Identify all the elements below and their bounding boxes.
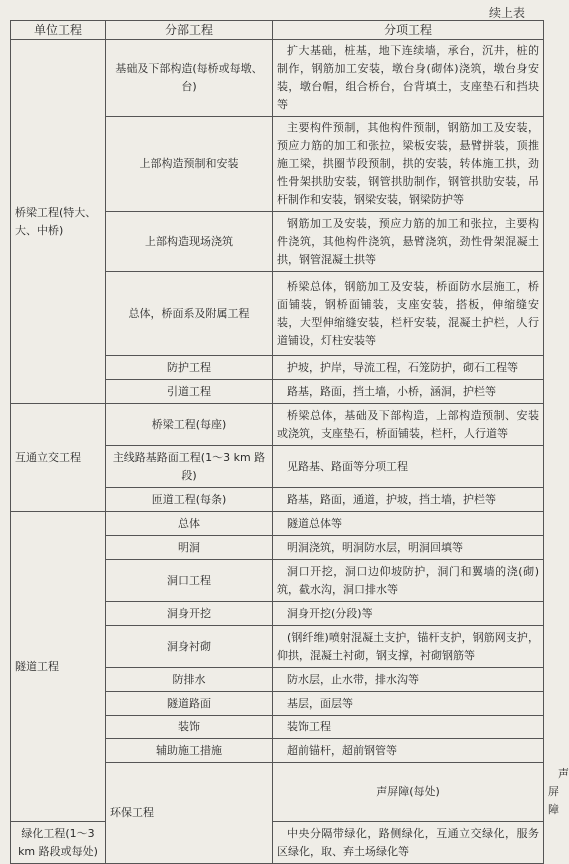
sub-project-cell: 桥梁工程(每座) bbox=[106, 404, 273, 446]
sub-project-cell: 装饰 bbox=[106, 716, 273, 739]
unit-project-cell: 桥梁工程(特大、大、中桥) bbox=[11, 40, 106, 404]
sub-project-cell: 总体，桥面系及附属工程 bbox=[106, 272, 273, 356]
item-project-cell: 路基，路面，通道，护坡，挡土墙，护栏等 bbox=[273, 488, 544, 512]
table-row bbox=[11, 40, 544, 117]
table-row bbox=[11, 404, 544, 446]
sub-project-cell: 总体 bbox=[106, 512, 273, 536]
continued-label: 续上表 bbox=[488, 6, 525, 20]
header-row bbox=[11, 21, 544, 40]
sub-project-cell: 匝道工程(每条) bbox=[106, 488, 273, 512]
sub-project-cell: 上部构造现场浇筑 bbox=[106, 212, 273, 272]
item-project-cell: 钢筋加工及安装，预应力筋的加工和张拉，主要构件浇筑，其他构件浇筑，悬臂浇筑，劲性骨架混凝土拱，钢管混凝土拱等 bbox=[273, 212, 544, 272]
sub-project-cell: 主线路基路面工程(1～3 km 路段) bbox=[106, 446, 273, 488]
table-row bbox=[11, 822, 544, 864]
item-project-cell: 洞身开挖(分段)等 bbox=[273, 602, 544, 626]
item-project-cell: 路基，路面，挡土墙，小桥，涵洞，护栏等 bbox=[273, 380, 544, 404]
unit-project-cell: 环保工程 bbox=[106, 763, 273, 864]
item-project-cell: 护坡，护岸，导流工程，石笼防护，砌石工程等 bbox=[273, 356, 544, 380]
item-project-cell: 桥梁总体，钢筋加工及安装，桥面防水层施工，桥面铺装，钢桥面铺装，支座安装，搭板，伸缩缝安装，大型伸缩缝安装，栏杆安装，混凝土护栏，人行道铺设，灯柱安装等 bbox=[273, 272, 544, 356]
sub-project-cell: 明洞 bbox=[106, 536, 273, 560]
item-project-cell: 中央分隔带绿化，路侧绿化，互通立交绿化，服务区绿化，取、弃土场绿化等 bbox=[273, 822, 544, 864]
engineering-division-table bbox=[10, 20, 569, 864]
sub-project-cell: 声屏障(每处) bbox=[273, 763, 544, 822]
sub-project-cell: 洞身衬砌 bbox=[106, 626, 273, 668]
item-project-cell: 防水层，止水带，排水沟等 bbox=[273, 668, 544, 692]
sub-project-cell: 洞身开挖 bbox=[106, 602, 273, 626]
sub-project-cell: 辅助施工措施 bbox=[106, 739, 273, 763]
item-project-cell: 桥梁总体，基础及下部构造，上部构造预制、安装或浇筑，支座垫石，桥面铺装，栏杆，人行道等 bbox=[273, 404, 544, 446]
item-project-cell: 基层，面层等 bbox=[273, 692, 544, 716]
sub-project-cell: 隧道路面 bbox=[106, 692, 273, 716]
unit-project-cell: 隧道工程 bbox=[11, 512, 106, 822]
item-project-cell: 见路基、路面等分项工程 bbox=[273, 446, 544, 488]
sub-project-cell: 洞口工程 bbox=[106, 560, 273, 602]
table-row: 环保工程 声屏障(每处) 声屏障 bbox=[11, 763, 544, 822]
sub-project-cell: 上部构造预制和安装 bbox=[106, 117, 273, 212]
sub-project-cell: 引道工程 bbox=[106, 380, 273, 404]
item-project-cell: 装饰工程 bbox=[273, 716, 544, 739]
item-project-cell: 超前锚杆，超前钢管等 bbox=[273, 739, 544, 763]
sub-project-cell: 防排水 bbox=[106, 668, 273, 692]
item-project-cell: 扩大基础，桩基，地下连续墙，承台，沉井，桩的制作，钢筋加工安装，墩台身(砌体)浇筑，墩台身安装，墩台帽，组合桥台，台背填土，支座垫石和挡块等 bbox=[273, 40, 544, 117]
header-sub: 分部工程 bbox=[106, 21, 273, 40]
sub-project-cell: 绿化工程(1～3 km 路段或每处) bbox=[11, 822, 106, 864]
item-project-cell: 明洞浇筑，明洞防水层，明洞回填等 bbox=[273, 536, 544, 560]
item-project-cell: 隧道总体等 bbox=[273, 512, 544, 536]
table-row bbox=[11, 512, 544, 536]
header-item: 分项工程 bbox=[273, 21, 544, 40]
sub-project-cell: 防护工程 bbox=[106, 356, 273, 380]
item-project-cell: 主要构件预制，其他构件预制，钢筋加工及安装，预应力筋的加工和张拉，梁板安装，悬臂拼装，顶推施工梁，拱圈节段预制，拱的安装，转体施工拱，劲性骨架拱肋安装，钢管拱肋制作，钢管拱肋安装，吊杆制作和安装，钢梁安装，钢梁防护等 bbox=[273, 117, 544, 212]
header-unit: 单位工程 bbox=[11, 21, 106, 40]
unit-project-cell: 互通立交工程 bbox=[11, 404, 106, 512]
item-project-cell: 洞口开挖，洞口边仰坡防护，洞门和翼墙的浇(砌)筑，截水沟，洞口排水等 bbox=[273, 560, 544, 602]
item-project-cell: (钢纤维)喷射混凝土支护，锚杆支护，钢筋网支护，仰拱，混凝土衬砌，钢支撑，衬砌钢筋等 bbox=[273, 626, 544, 668]
sub-project-cell: 基础及下部构造(每桥或每墩、台) bbox=[106, 40, 273, 117]
